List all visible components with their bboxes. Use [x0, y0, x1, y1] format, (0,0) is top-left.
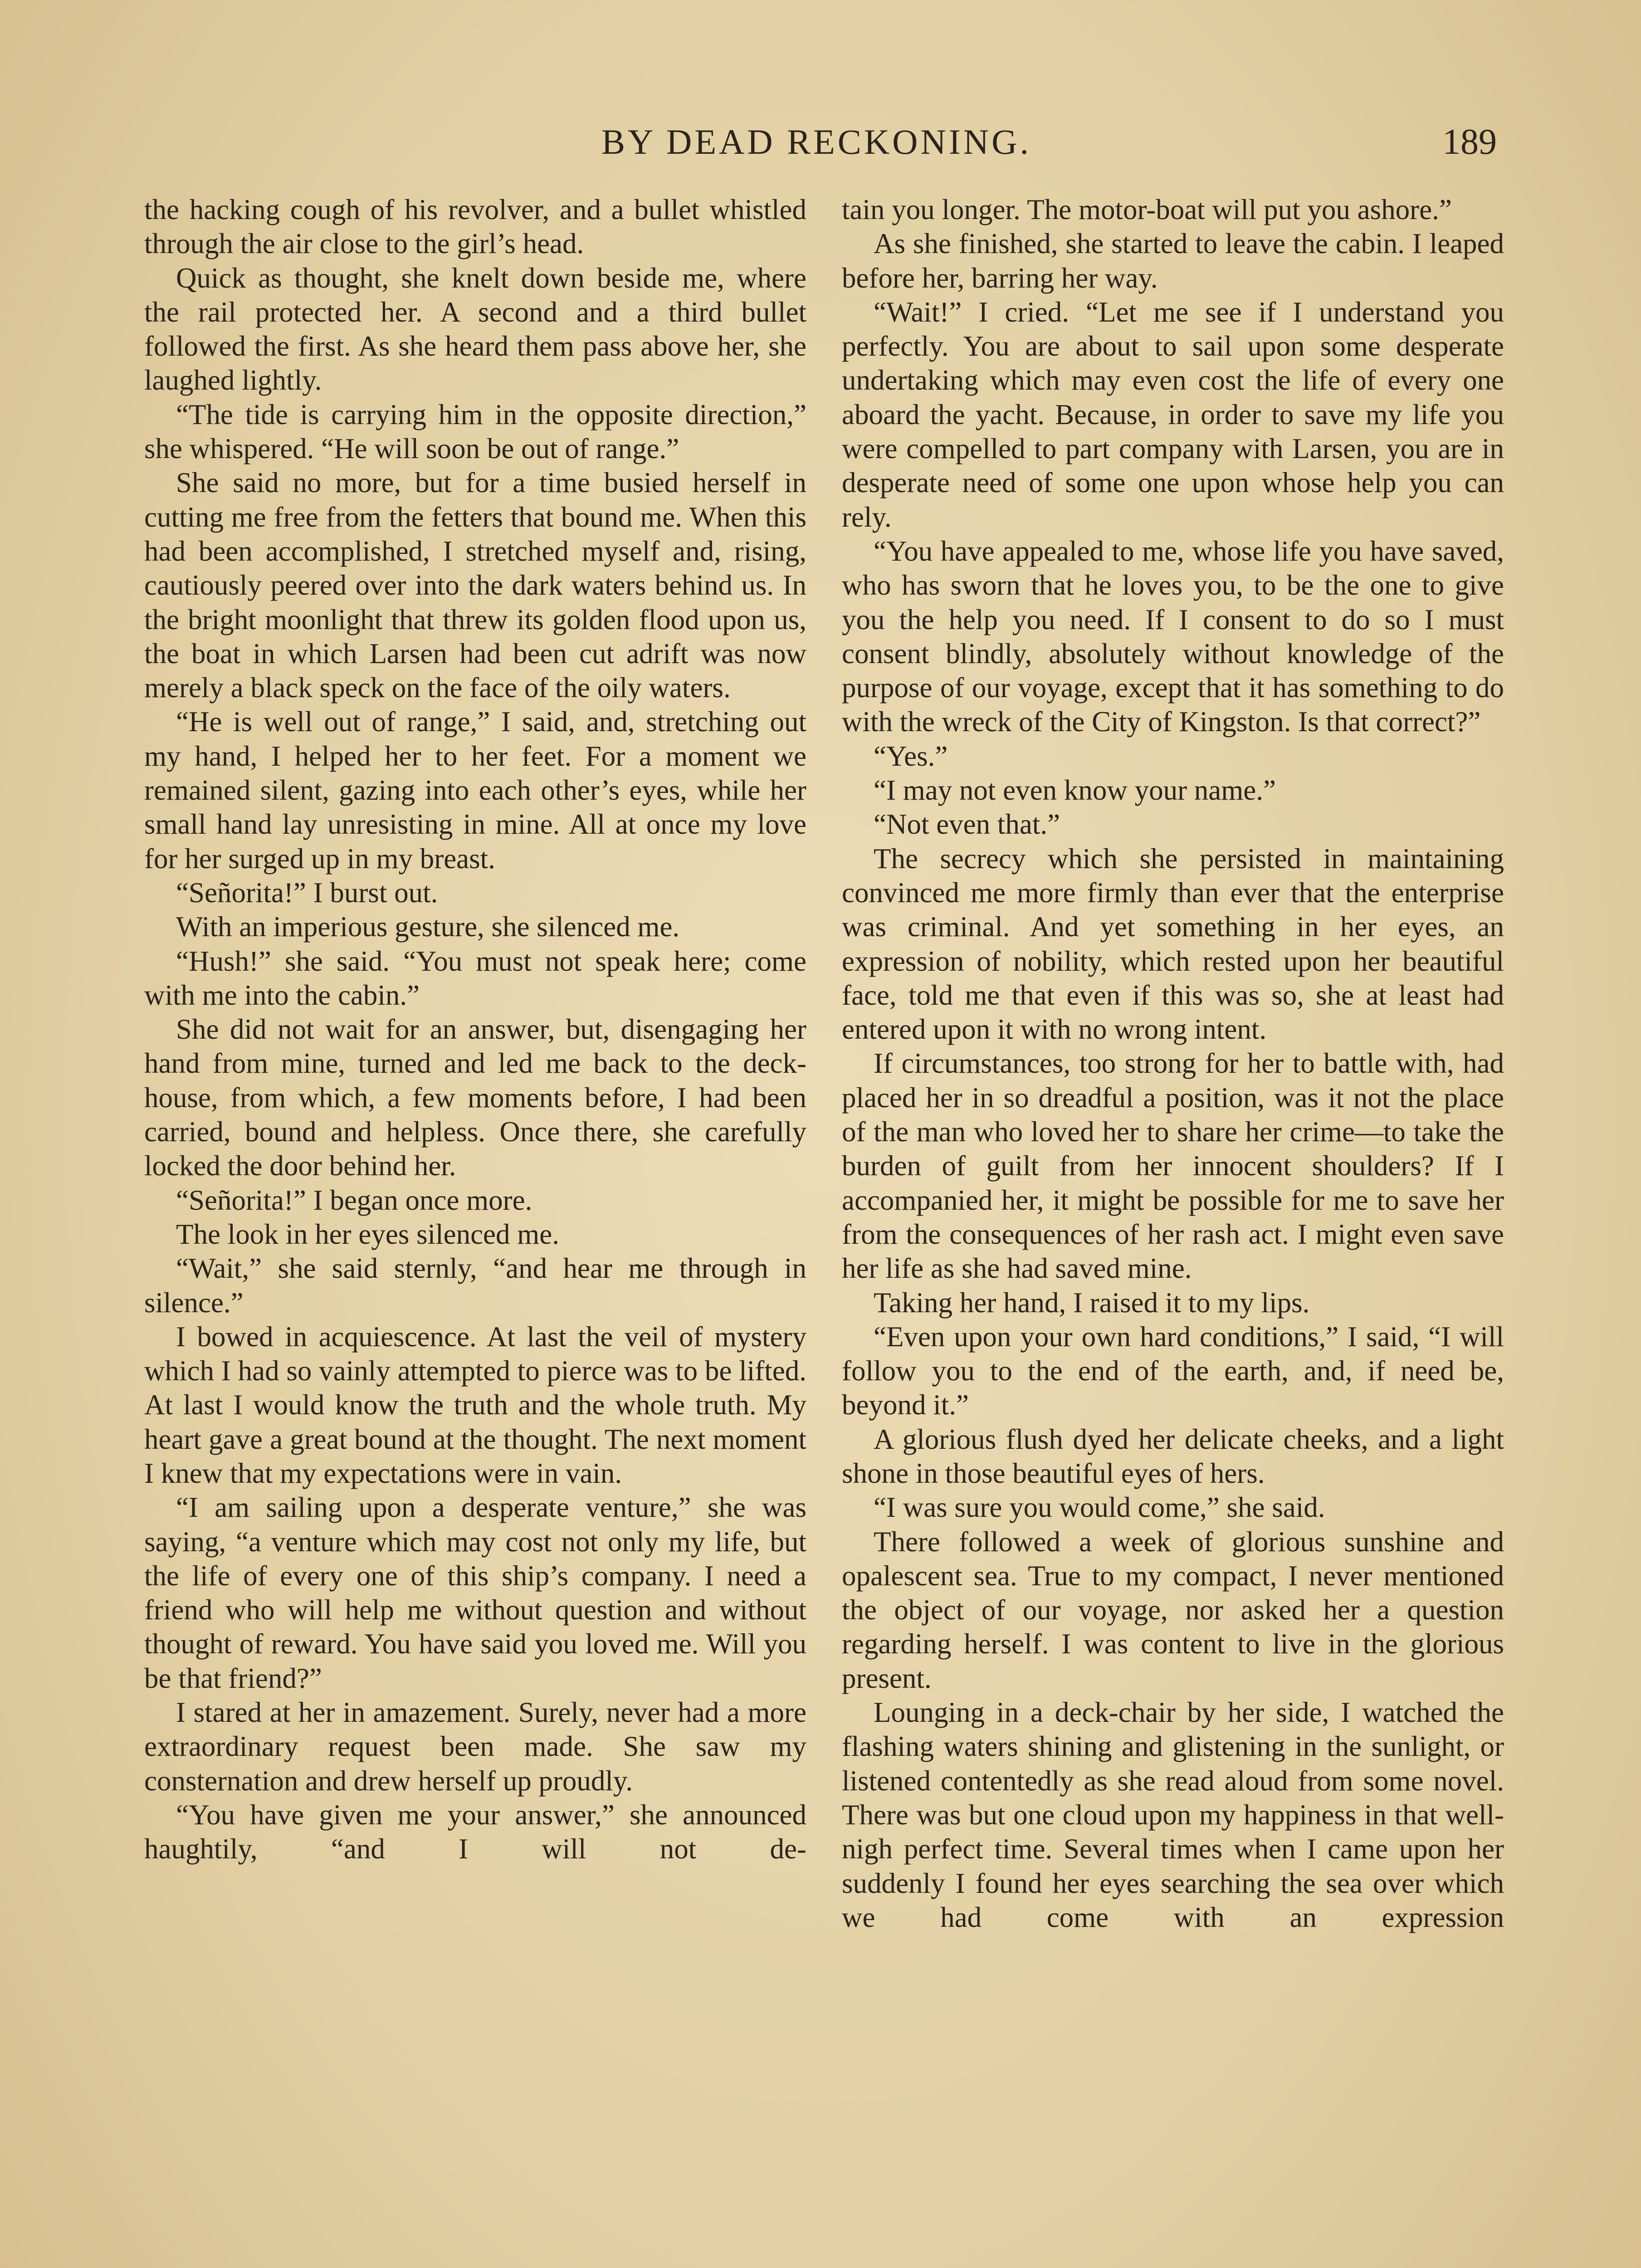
paragraph: tain you longer. The motor-boat will put you ashore.” — [842, 194, 1452, 225]
paragraph: With an imperious gesture, she silenced me. — [176, 911, 680, 943]
paragraph: She did not wait for an answer, but, disengaging her hand from mine, turned and led me back to the deck-house, from which, a few moments before, I had been carried, bound and helpless. Once there, she carefully locked the door behind her. — [144, 1013, 806, 1182]
page-number: 189 — [1442, 122, 1497, 162]
paragraph: “Not even that.” — [874, 808, 1060, 841]
paragraph: “The tide is carrying him in the opposite direction,” she whispered. “He will soon be out of range.” — [144, 398, 806, 465]
paragraph: “Hush!” she said. “You must not speak here; come with me into the cabin.” — [144, 945, 806, 1011]
paragraph: “I was sure you would come,” she said. — [874, 1491, 1325, 1524]
paragraph: As she finished, she started to leave the cabin. I leaped before her, barring her way. — [842, 228, 1504, 294]
paragraph: the hacking cough of his revolver, and a bullet whistled through the air close to the girl’s head. — [144, 194, 806, 260]
paragraph: A glorious flush dyed her delicate cheeks, and a light shone in those beautiful eyes of hers. — [842, 1423, 1504, 1489]
paragraph: “Wait,” she said sternly, “and hear me through in silence.” — [144, 1252, 806, 1319]
paragraph: I bowed in acquiescence. At last the veil of mystery which I had so vainly attempted to pierce was to be lifted. At last I would know the truth and the whole truth. My heart gave a great bound at the thought. The next moment I knew that my expectations were in vain. — [144, 1320, 806, 1489]
paragraph: “He is well out of range,” I said, and, stretching out my hand, I helped her to her feet. For a moment we remained silent, gazing into each other’s eyes, while her small hand lay unresisting in mine. All at once my love for her surged up in my breast. — [144, 706, 806, 875]
paragraph: “Señorita!” I began once more. — [176, 1184, 532, 1216]
page-header — [136, 117, 1497, 167]
paragraph: Taking her hand, I raised it to my lips. — [874, 1286, 1310, 1319]
paragraph: “You have given me your answer,” she announced haughtily, “and I will not de- — [144, 1799, 806, 1865]
paragraph: “Yes.” — [874, 740, 948, 772]
paragraph: “Señorita!” I burst out. — [176, 876, 438, 909]
paragraph: The look in her eyes silenced me. — [176, 1218, 559, 1250]
left-column — [144, 193, 806, 1867]
paragraph: If circumstances, too strong for her to battle with, had placed her in so dreadful a position, was it not the place of the man who loved her to share her crime—to take the burden of guilt from her innocent shoulders? If I accompanied her, it might be possible for me to save her from the consequences of her rash act. I might even save her life as she had saved mine. — [842, 1047, 1504, 1285]
paragraph: “You have appealed to me, whose life you have saved, who has sworn that he loves you, to be the one to give you the help you need. If I consent to do so I must consent blindly, absolutely without knowledge of the purpose of our voyage, except that it has something to do with the wreck of the City of Kingston. Is that correct?” — [842, 535, 1504, 738]
paragraph: Quick as thought, she knelt down beside me, where the rail protected her. A second and a third bullet followed the first. As she heard them pass above her, she laughed lightly. — [144, 262, 806, 396]
paragraph: There followed a week of glorious sunshine and opalescent sea. True to my compact, I never mentioned the object of our voyage, nor asked her a question regarding herself. I was content to live in the glorious present. — [842, 1525, 1504, 1694]
paragraph: “Wait!” I cried. “Let me see if I understand you perfectly. You are about to sail upon some desperate undertaking which may even cost the life of every one aboard the yacht. Because, in order to save my life you were compelled to part company with Larsen, you are in desperate need of some one upon whose help you can rely. — [842, 296, 1504, 533]
paragraph: “Even upon your own hard conditions,” I said, “I will follow you to the end of the earth, and, if need be, beyond it.” — [842, 1320, 1504, 1421]
running-head: BY DEAD RECKONING. — [601, 122, 1031, 161]
right-column — [842, 193, 1504, 1935]
paragraph: She said no more, but for a time busied herself in cutting me free from the fetters that bound me. When this had been accomplished, I stretched myself and, rising, cautiously peered over into the dark waters behind us. In the bright moonlight that threw its golden flood upon us, the boat in which Larsen had been cut adrift was now merely a black speck on the face of the oily waters. — [144, 467, 806, 704]
paragraph: Lounging in a deck-chair by her side, I watched the flashing waters shining and glistening in the sunlight, or listened contentedly as she read aloud from some novel. There was but one cloud upon my happiness in that well-nigh perfect time. Several times when I came upon her suddenly I found her eyes searching the sea over which we had come with an expression — [842, 1696, 1504, 1933]
paragraph: I stared at her in amazement. Surely, never had a more extraordinary request been made. She saw my consternation and drew herself up proudly. — [144, 1696, 806, 1797]
paragraph: “I may not even know your name.” — [874, 774, 1276, 807]
paragraph: The secrecy which she persisted in maintaining convinced me more firmly than ever that the enterprise was criminal. And yet something in her eyes, an expression of nobility, which rested upon her beautiful face, told me that even if this was so, she at least had entered upon it with no wrong intent. — [842, 842, 1504, 1046]
paragraph: “I am sailing upon a desperate venture,” she was saying, “a venture which may cost not only my life, but the life of every one of this ship’s company. I need a friend who will help me without question and without thought of reward. You have said you loved me. Will you be that friend?” — [144, 1491, 806, 1694]
